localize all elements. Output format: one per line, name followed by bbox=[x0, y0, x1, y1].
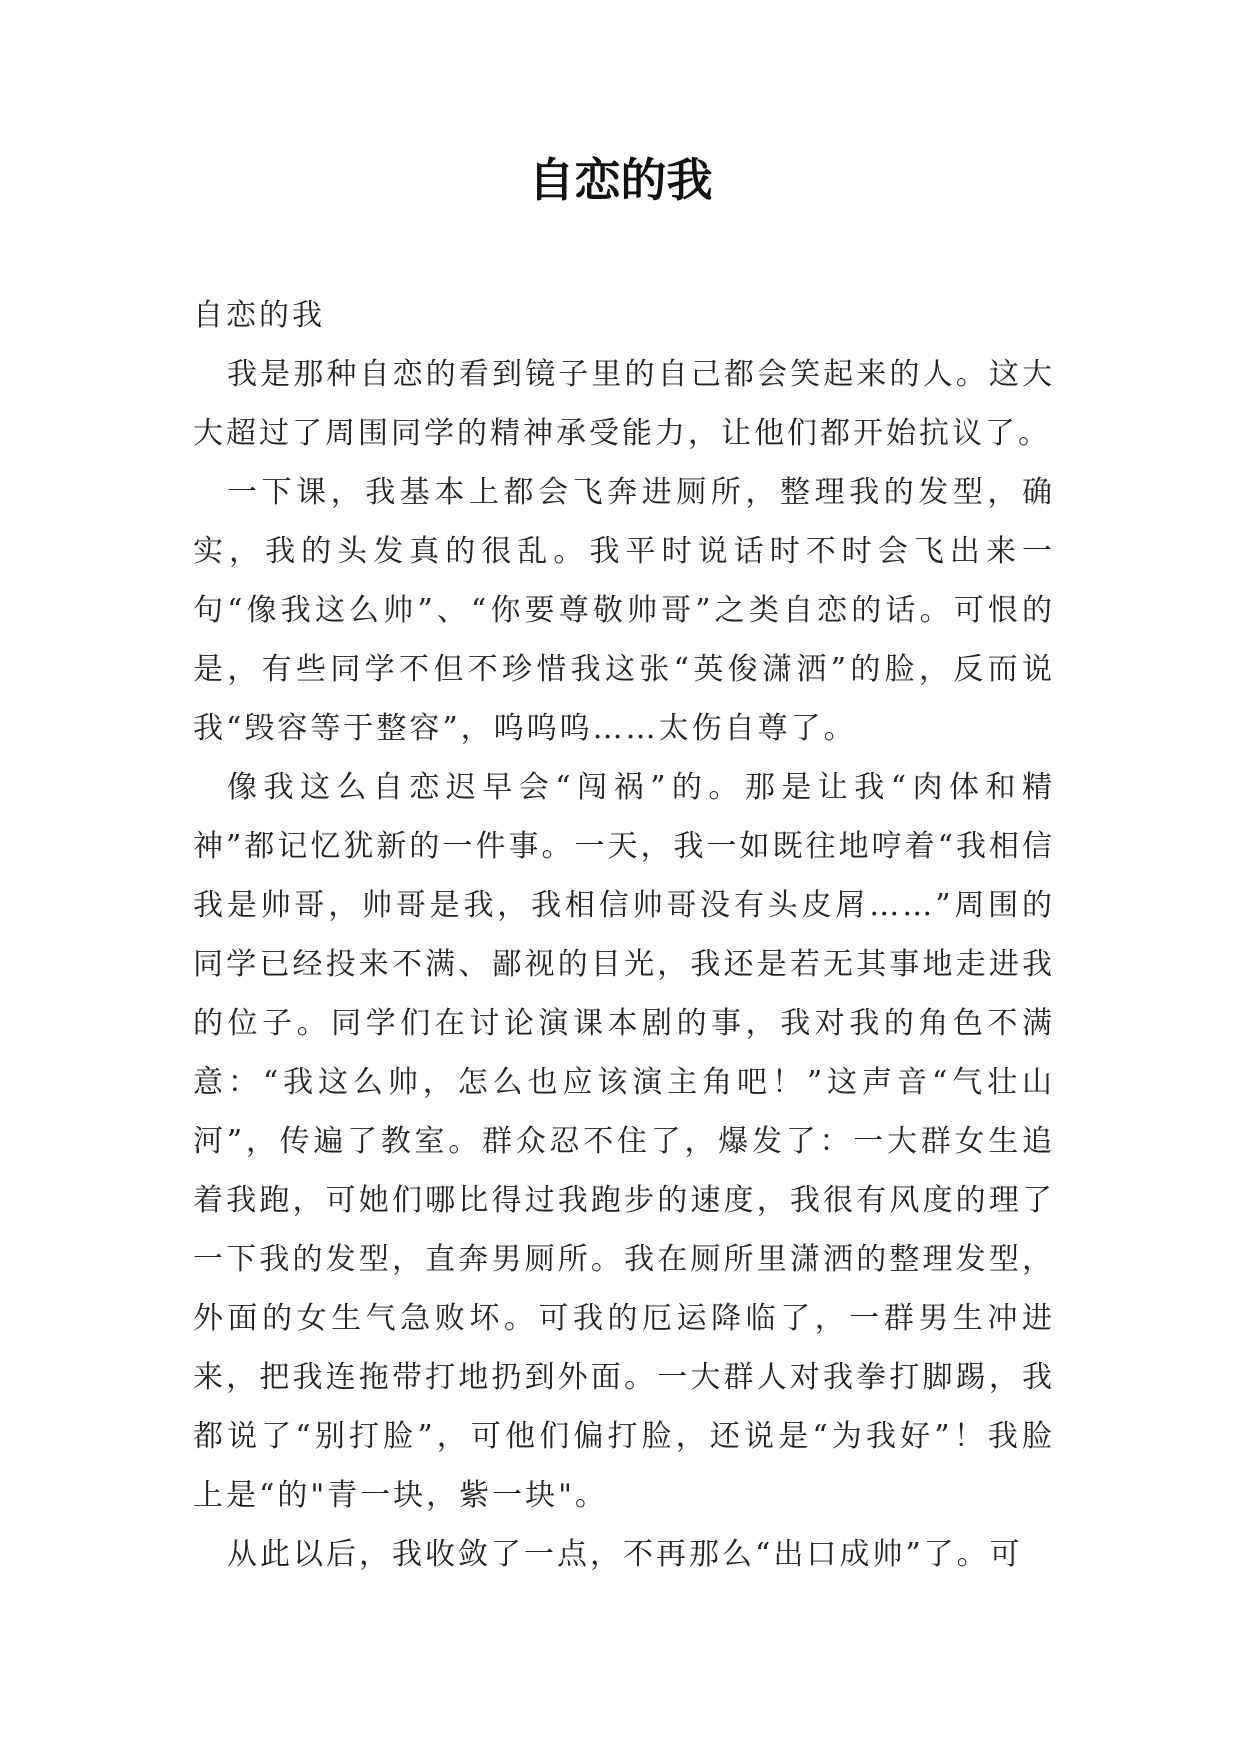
document-subtitle: 自恋的我 bbox=[193, 298, 325, 333]
paragraph: 像我这么自恋迟早会“闯祸”的。那是让我“肉体和精神”都记忆犹新的一件事。一天，我一如既往地哼着“我相信我是帅哥，帅哥是我，我相信帅哥没有头皮屑……”周围的同学已经投来不满、鄙视的目光，我还是若无其事地走进我的位子。同学们在讨论演课本剧的事，我对我的角色不满意：“我这么帅，怎么也应该演主角吧！”这声音“气壮山河”，传遍了教室。群众忍不住了，爆发了：一大群女生追着我跑，可她们哪比得过我跑步的速度，我很有风度的理了一下我的发型，直奔男厕所。我在厕所里潇洒的整理发型，外面的女生气急败坏。可我的厄运降临了，一群男生冲进来，把我连拖带打地扔到外面。一大群人对我拳打脚踢，我都说了“别打脸”，可他们偏打脸，还说是“为我好”！我脸上是“的"青一块，紫一块"。 bbox=[193, 770, 1055, 1513]
document-body bbox=[193, 286, 1055, 1584]
document-title: 自恋的我 bbox=[528, 153, 713, 207]
paragraph: 一下课，我基本上都会飞奔进厕所，整理我的发型，确实，我的头发真的很乱。我平时说话时不时会飞出来一句“像我这么帅”、“你要尊敬帅哥”之类自恋的话。可恨的是，有些同学不但不珍惜我这张“英俊潇洒”的脸，反而说我“毁容等于整容”，呜呜呜……太伤自尊了。 bbox=[193, 475, 1055, 746]
paragraph: 从此以后，我收敛了一点，不再那么“出口成帅”了。可 bbox=[227, 1537, 1023, 1572]
paragraph: 我是那种自恋的看到镜子里的自己都会笑起来的人。这大大超过了周围同学的精神承受能力，让他们都开始抗议了。 bbox=[193, 357, 1055, 451]
